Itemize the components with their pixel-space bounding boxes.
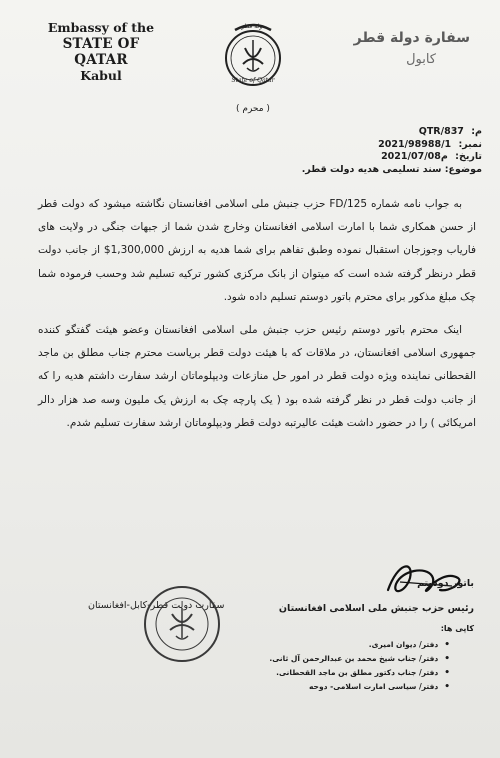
signatory-title: رئیس حزب جنبش ملی اسلامی افغانستان <box>278 603 474 614</box>
letterhead-en-line3: Kabul <box>80 68 122 83</box>
ref-m-row <box>162 126 482 139</box>
body-paragraph-1: به جواب نامه شماره FD/125 حزب جنبش ملی اسلامی افغانستان نگاشته میشود که دولت قطر از حسن همکاری شما با امارت اسلامی افغانستان وخارج شدن شما از جبهات جنگی در ولایت های فاریاب وجوزجان استقبال نموده وطبق تفاهم برای شما هدیه به ارزش 1,300,000$ از جانب دولت قطر درنظر گرفته شده است که میتوان از بانک مرکزی کشور ترکیه تسلیم شد وحسب فرموده شما چک مبلغ مذکور برای محترم باتور دوستم تسلیم داده شود. <box>38 198 476 303</box>
letterhead-ar-line2: کابول <box>406 52 436 67</box>
letterhead-en-line1: Embassy of the <box>47 20 155 35</box>
ref-m-label: م: <box>471 126 482 137</box>
dostum-signature-block <box>278 578 474 614</box>
emblem-top-caption: دولة قطر <box>241 23 265 30</box>
emblem-caption: State of Qatar <box>231 77 275 84</box>
ref-number-row <box>162 139 482 152</box>
embassy-signature-label: سفارت دولت قطر-کابل-افغانستان <box>88 600 225 611</box>
ref-number-value: 2021/98988/1 <box>378 138 452 150</box>
copy-item: • دفتر/ جناب دکتور مطلق بن ماجد القحطانی. <box>220 666 450 680</box>
letterhead-ar-line1: سفارة دولة قطر <box>353 30 470 46</box>
copy-item: • دفتر/ سیاسی امارت اسلامی- دوحه <box>220 680 450 694</box>
ref-date-value: 2021/07/08م <box>381 151 448 162</box>
embassy-stamp-icon <box>142 584 222 664</box>
letterhead-en-line2: STATE OF QATAR <box>62 36 140 68</box>
qatar-emblem-icon <box>221 18 285 90</box>
ref-date-row <box>162 151 482 164</box>
copies-title: کاپی ها: <box>440 624 474 633</box>
reference-block <box>162 126 482 176</box>
english-letterhead <box>36 20 166 84</box>
ref-subject-value: سند تسلیمی هدیه دولت قطر. <box>301 163 442 175</box>
signatory-name: باتور دوستم <box>417 578 474 589</box>
copy-item: • دفتر/ جناب شیخ محمد بن عبدالرحمن آل ثانی. <box>220 652 450 666</box>
ref-subject-row <box>162 164 482 177</box>
ref-m-value: QTR/837 <box>418 126 464 137</box>
ref-date-label: تاریخ: <box>455 151 482 162</box>
copies-list <box>220 622 474 694</box>
ref-subject-label: موضوع: <box>444 163 482 175</box>
body-paragraph-2: اینک محترم باتور دوستم رئیس حزب جنبش ملی اسلامی افغانستان وعضو هیئت گفتگو کننده جمهوری اسلامی افغانستان، در ملاقات که با هیئت دولت قطر بریاست محترم جناب مطلق بن ماجد القحطانی نماینده ویژه دولت قطر در امور حل منازعات ودیپلوماتان ارشد سفارت داشتم هدیه را که از جانب دولت قطر در نظر گرفته شده بود ( یک پارچه چک به ارزش یک ملیون وسه صد هزار دالر امریکائی ) را در حضور داشت هیئت عالیرتبه دولت قطر ودیپلوماتان ارشد سفارت تسلیم شدم. <box>38 324 476 429</box>
arabic-letterhead <box>330 30 470 67</box>
ref-number-label: نمبر: <box>458 138 482 150</box>
letter-body <box>38 193 476 445</box>
copy-item: • دفتر/ دیوان امیری. <box>220 638 450 652</box>
classification-label: ( محرم ) <box>236 104 270 114</box>
